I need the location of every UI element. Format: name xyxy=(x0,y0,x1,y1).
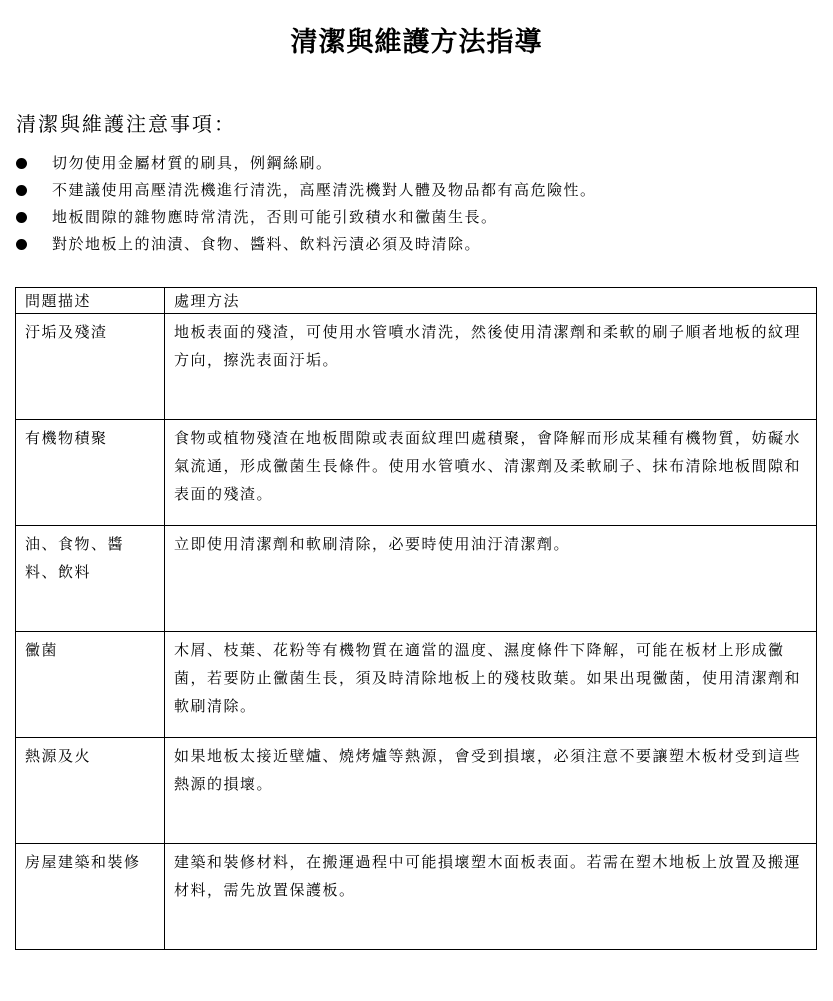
method-cell: 如果地板太接近壁爐、燒烤爐等熱源，會受到損壞，必須注意不要讓塑木板材受到這些熱源的損壞。 xyxy=(165,738,817,844)
bullet-icon xyxy=(16,185,27,196)
problem-cell: 油、食物、醬料、飲料 xyxy=(16,526,165,632)
method-cell: 食物或植物殘渣在地板間隙或表面紋理凹處積聚，會降解而形成某種有機物質，妨礙水氣流通，形成黴菌生長條件。使用水管噴水、清潔劑及柔軟刷子、抹布清除地板間隙和表面的殘渣。 xyxy=(165,420,817,526)
page-title: 清潔與維護方法指導 xyxy=(290,27,543,58)
method-cell: 立即使用清潔劑和軟刷清除，必要時使用油汙清潔劑。 xyxy=(165,526,817,632)
problem-cell: 房屋建築和裝修 xyxy=(16,844,165,950)
problem-cell: 黴菌 xyxy=(16,632,165,738)
problem-cell: 熱源及火 xyxy=(16,738,165,844)
list-item xyxy=(0,177,833,204)
list-item xyxy=(0,150,833,177)
method-cell: 地板表面的殘渣，可使用水管噴水清洗，然後使用清潔劑和柔軟的刷子順者地板的紋理方向，擦洗表面汙垢。 xyxy=(165,314,817,420)
method-cell: 建築和裝修材料，在搬運過程中可能損壞塑木面板表面。若需在塑木地板上放置及搬運材料，需先放置保護板。 xyxy=(165,844,817,950)
notes-heading: 清潔與維護注意事項： xyxy=(16,112,236,136)
table-header-row xyxy=(16,288,817,314)
problem-cell: 汙垢及殘渣 xyxy=(16,314,165,420)
bullet-icon xyxy=(16,158,27,169)
list-item xyxy=(0,204,833,231)
column-header-method: 處理方法 xyxy=(165,288,817,314)
table-row xyxy=(16,526,817,632)
note-text: 不建議使用高壓清洗機進行清洗，高壓清洗機對人體及物品都有高危險性。 xyxy=(52,181,597,199)
note-text: 對於地板上的油漬、食物、醬料、飲料污漬必須及時清除。 xyxy=(52,235,482,253)
method-cell: 木屑、枝葉、花粉等有機物質在適當的溫度、濕度條件下降解，可能在板材上形成黴菌，若要防止黴菌生長，須及時清除地板上的殘枝敗葉。如果出現黴菌，使用清潔劑和軟刷清除。 xyxy=(165,632,817,738)
note-text: 切勿使用金屬材質的刷具，例鋼絲刷。 xyxy=(52,154,333,172)
note-text: 地板間隙的雜物應時常清洗，否則可能引致積水和黴菌生長。 xyxy=(52,208,498,226)
table-row xyxy=(16,844,817,950)
list-item xyxy=(0,231,833,258)
notes-list xyxy=(0,150,833,258)
bullet-icon xyxy=(16,212,27,223)
table-row xyxy=(16,632,817,738)
problem-cell: 有機物積聚 xyxy=(16,420,165,526)
table-row xyxy=(16,314,817,420)
bullet-icon xyxy=(16,239,27,250)
table-row xyxy=(16,420,817,526)
table-row xyxy=(16,738,817,844)
cleaning-guide-table xyxy=(15,287,817,950)
column-header-problem: 問題描述 xyxy=(16,288,165,314)
